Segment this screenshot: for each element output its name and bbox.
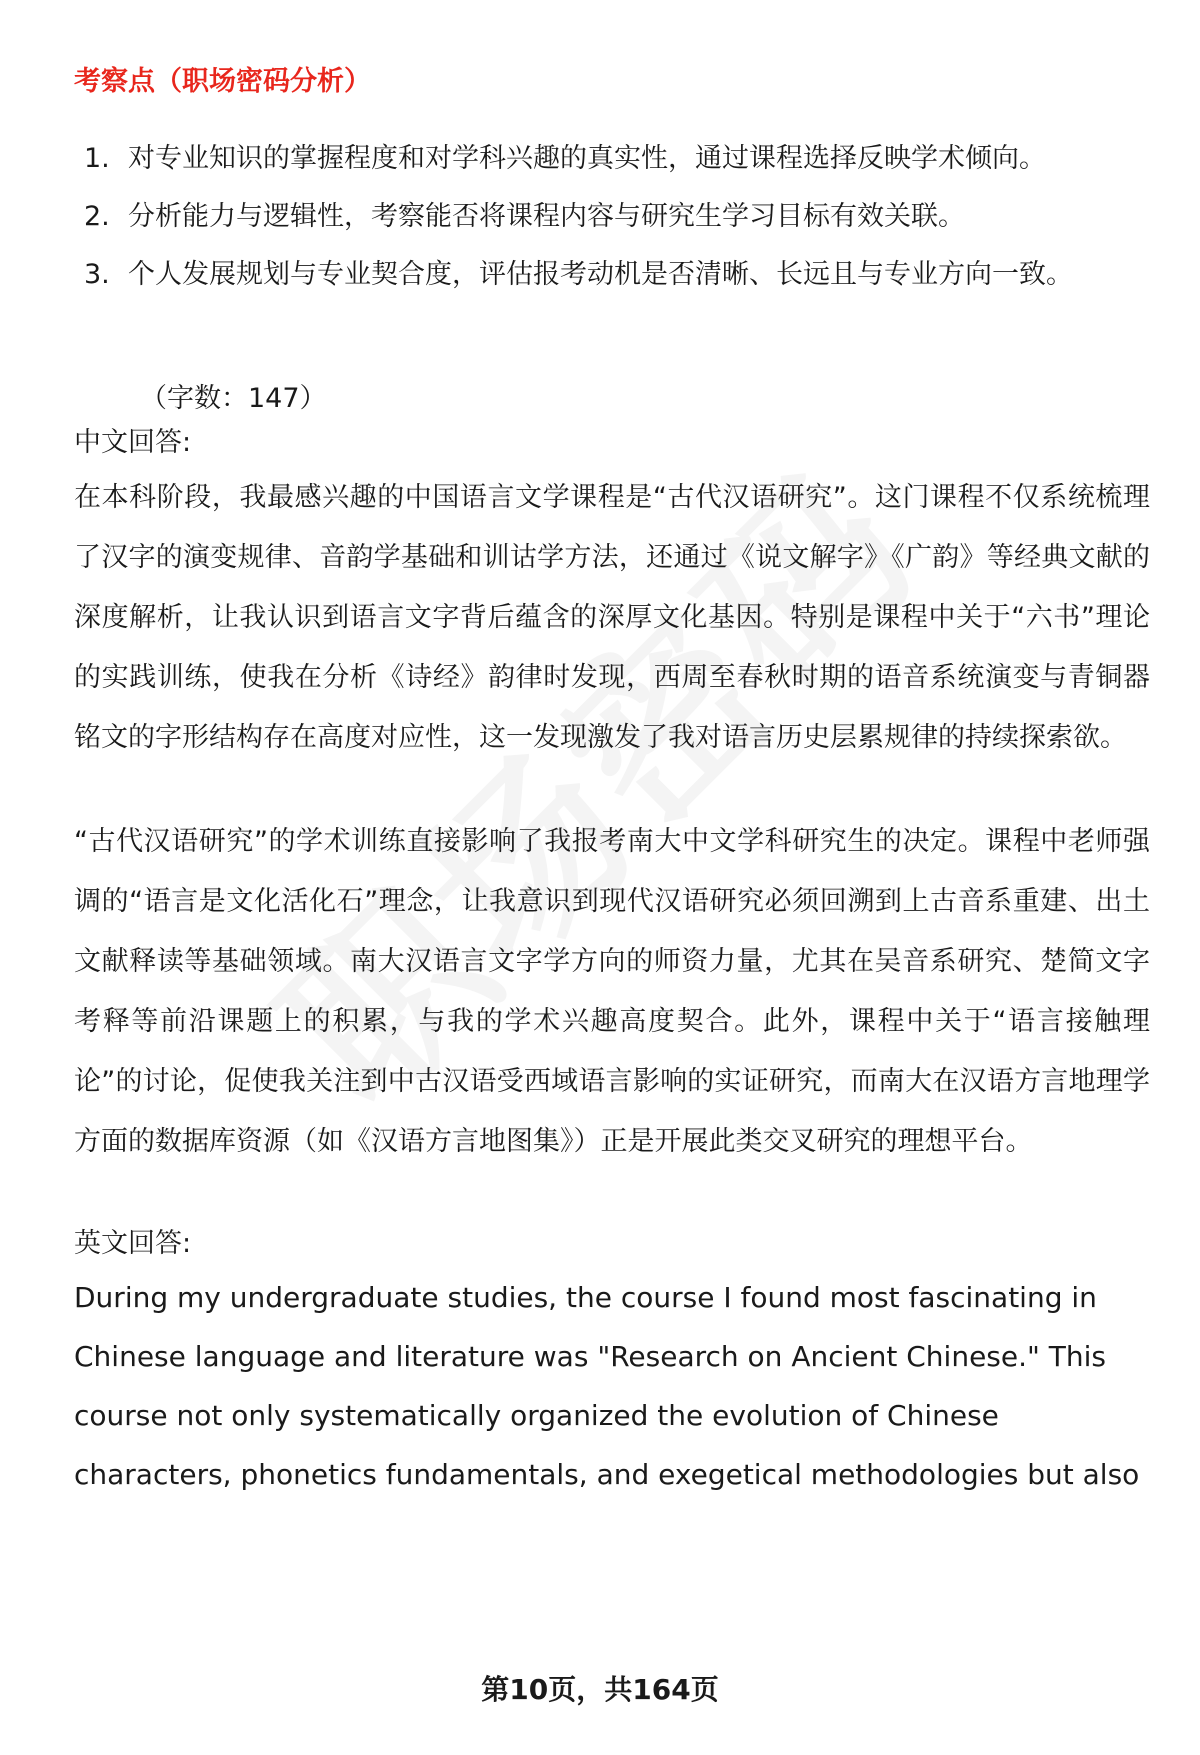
list-item-text: 个人发展规划与专业契合度，评估报考动机是否清晰、长远且与专业方向一致。 (128, 259, 1073, 290)
list-item-number: 2. (84, 201, 110, 232)
chinese-answer-paragraph-2: “古代汉语研究”的学术训练直接影响了我报考南大中文学科研究生的决定。课程中老师强调的“语言是文化活化石”理念，让我意识到现代汉语研究必须回溯到上古音系重建、出土文献释读等基础领域。南大汉语言文字学方向的师资力量，尤其在吴音系研究、楚简文字考释等前沿课题上的积累，与我的学术兴趣高度契合。此外，课程中关于“语言接触理论”的讨论，促使我关注到中古汉语受西域语言影响的实证研究，而南大在汉语方言地理学方面的数据库资源（如《汉语方言地图集》）正是开展此类交叉研究的理想平台。 (74, 826, 1150, 1157)
list-item-number: 3. (84, 259, 110, 290)
analysis-points-list (74, 130, 1150, 304)
page-number-footer: 第10页，共164页 (481, 1673, 719, 1706)
english-answer-label: 英文回答: (74, 1228, 192, 1259)
chinese-answer-paragraph-1: 在本科阶段，我最感兴趣的中国语言文学课程是“古代汉语研究”。这门课程不仅系统梳理了汉字的演变规律、音韵学基础和训诂学方法，还通过《说文解字》《广韵》等经典文献的深度解析，让我认识到语言文字背后蕴含的深厚文化基因。特别是课程中关于“六书”理论的实践训练，使我在分析《诗经》韵律时发现，西周至春秋时期的语音系统演变与青铜器铭文的字形结构存在高度对应性，这一发现激发了我对语言历史层累规律的持续探索欲。 (74, 482, 1150, 753)
list-item-number: 1. (84, 143, 110, 174)
list-item (74, 246, 1150, 304)
list-item-text: 分析能力与逻辑性，考察能否将课程内容与研究生学习目标有效关联。 (128, 201, 965, 232)
list-item (74, 130, 1150, 188)
list-item (74, 188, 1150, 246)
list-item-text: 对专业知识的掌握程度和对学科兴趣的真实性，通过课程选择反映学术倾向。 (128, 143, 1046, 174)
english-answer-paragraph: During my undergraduate studies, the course I found most fascinating in Chinese language and literature was "Research on Ancient Chinese." This course not only systematically organized the evolution of Chinese characters, phonetics fundamentals, and exegetical methodologies but also (74, 1281, 1140, 1491)
word-count: （字数：147） (140, 383, 327, 414)
chinese-answer-label: 中文回答: (74, 427, 192, 458)
section-heading: 考察点（职场密码分析） (74, 66, 371, 97)
